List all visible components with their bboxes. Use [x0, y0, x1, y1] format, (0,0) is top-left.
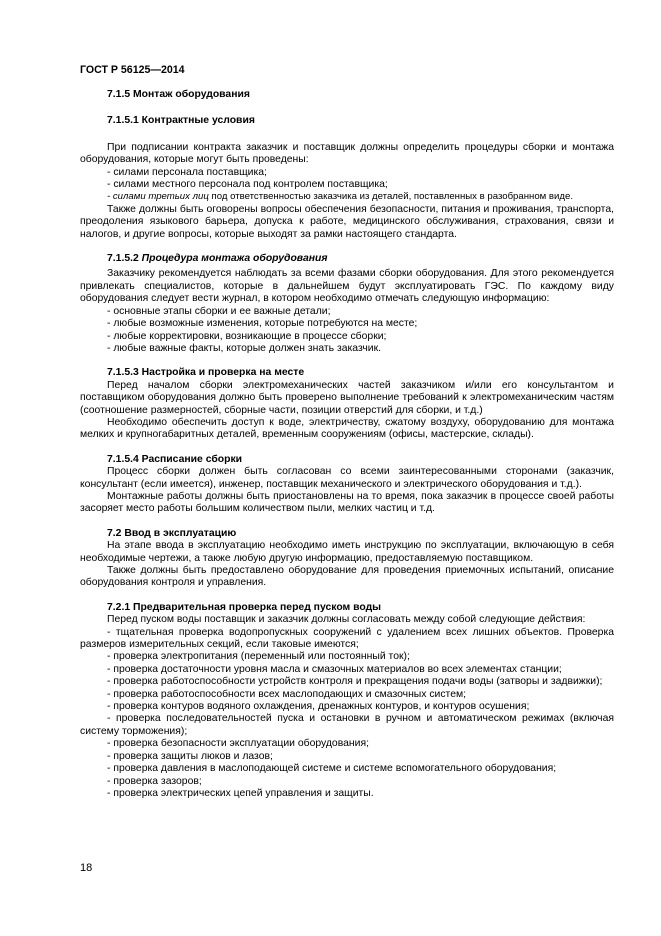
- list-item: - проверка защиты люков и лазов;: [107, 750, 273, 762]
- list-item: - любые важные факты, которые должен знать заказчик.: [107, 342, 382, 354]
- list-item: - любые корректировки, возникающие в процессе сборки;: [107, 330, 387, 342]
- italic-text: - силами третьих лиц: [107, 191, 209, 203]
- list-item: [80, 191, 614, 203]
- heading-text: Процедура монтажа оборудования: [141, 253, 328, 265]
- heading-7-1-5: 7.1.5 Монтаж оборудования: [107, 89, 250, 100]
- list-item: - проверка последовательностей пуска и остановки в ручном и автоматическом режимах (включая систему торможения);: [80, 713, 614, 737]
- paragraph: Перед началом сборки электромеханических частей заказчиком и/или его консультантом и поставщиком оборудования должно быть проверено выполнение требований к электромеханическим частям (соотношение размерностей, сборные части, позиции отверстий для сборки, и т.д.): [80, 379, 614, 416]
- paragraph: На этапе ввода в эксплуатацию необходимо иметь инструкцию по эксплуатации, включающую в себя необходимые чертежи, а также любую другую информацию, предоставляемую поставщиком.: [80, 540, 614, 564]
- list-item: - проверка зазоров;: [107, 775, 202, 787]
- list-item-text: под ответственностью заказчика из деталей, поставленных в разобранном виде.: [208, 191, 573, 203]
- paragraph: Также должны быть оговорены вопросы обеспечения безопасности, питания и проживания, транспорта, преодоления языкового барьера, допуска к работе, медицинского обслуживания, страхования, связи и налогов, и другие вопросы, которые выходят за рамки настоящего стандарта.: [80, 203, 614, 240]
- list-item: - проверка давления в маслоподающей системе и системе вспомогательного оборудования;: [107, 763, 557, 775]
- list-item: - силами местного персонала под контролем поставщика;: [107, 179, 388, 191]
- paragraph: Также должны быть предоставлено оборудование для проведения приемочных испытаний, описание оборудования контроля и управления.: [80, 565, 614, 589]
- heading-7-2: 7.2 Ввод в эксплуатацию: [107, 527, 237, 539]
- paragraph: Необходимо обеспечить доступ к воде, электричеству, сжатому воздуху, оборудованию для монтажа мелких и крупногабаритных деталей, временным сооружениям (офисы, мастерские, склады).: [80, 416, 614, 441]
- list-item: - любые возможные изменения, которые потребуются на месте;: [107, 318, 418, 330]
- list-item: - проверка контуров водяного охлаждения, дренажных контуров, и контуров осушения;: [107, 701, 530, 713]
- list-item: - проверка работоспособности всех маслоподающих и смазочных систем;: [107, 688, 467, 700]
- document-body: [80, 89, 614, 800]
- heading-number: 7.1.5.2: [107, 253, 139, 265]
- list-item: - силами персонала поставщика;: [107, 166, 267, 178]
- heading-7-1-5-2: [80, 253, 614, 265]
- heading-7-1-5-1: 7.1.5.1 Контрактные условия: [107, 115, 255, 127]
- paragraph: Заказчику рекомендуется наблюдать за всеми фазами сборки оборудования. Для этого рекомендуется привлекать специалистов, которые в дальнейшем будут эксплуатировать ГЭС. По каждому виду оборудования следует вести журнал, в котором необходимо отмечать следующую информацию:: [80, 268, 614, 305]
- paragraph: Монтажные работы должны быть приостановлены на то время, пока заказчик в процессе своей работы засоряет место работы большим количеством пыли, мелких частиц и т.д.: [80, 490, 614, 515]
- list-item: - основные этапы сборки и ее важные детали;: [107, 305, 331, 317]
- list-item: - проверка работоспособности устройств контроля и прекращения подачи воды (затворы и задвижки);: [107, 676, 603, 688]
- paragraph: Процесс сборки должен быть согласован со всеми заинтересованными сторонами (заказчик, консультант (если имеется), инженер, поставщик механического и электрического оборудования и т.д.).: [80, 466, 614, 490]
- list-item: - проверка безопасности эксплуатации оборудования;: [107, 738, 369, 750]
- heading-7-1-5-4: 7.1.5.4 Расписание сборки: [107, 453, 243, 465]
- heading-7-1-5-3: 7.1.5.3 Настройка и проверка на месте: [107, 367, 305, 379]
- heading-7-2-1: 7.2.1 Предварительная проверка перед пуском воды: [107, 601, 382, 613]
- list-item: - проверка электропитания (переменный или постоянный ток);: [107, 651, 410, 663]
- page-number: 18: [80, 862, 93, 874]
- list-item: - проверка достаточности уровня масла и смазочных материалов во всех элементах станции;: [107, 663, 562, 675]
- list-item: - проверка электрических цепей управления и защиты.: [107, 787, 374, 799]
- document-header: ГОСТ Р 56125—2014: [80, 64, 185, 76]
- paragraph: Перед пуском воды поставщик и заказчик должны согласовать между собой следующие действия:: [107, 614, 586, 626]
- paragraph: При подписании контракта заказчик и поставщик должны определить процедуры сборки и монтажа оборудования, которые могут быть проведены:: [80, 141, 614, 166]
- list-item: - тщательная проверка водопропускных сооружений с удалением всех лишних объектов. Проверка размеров измерительных секций, если таковые имеются;: [80, 626, 614, 651]
